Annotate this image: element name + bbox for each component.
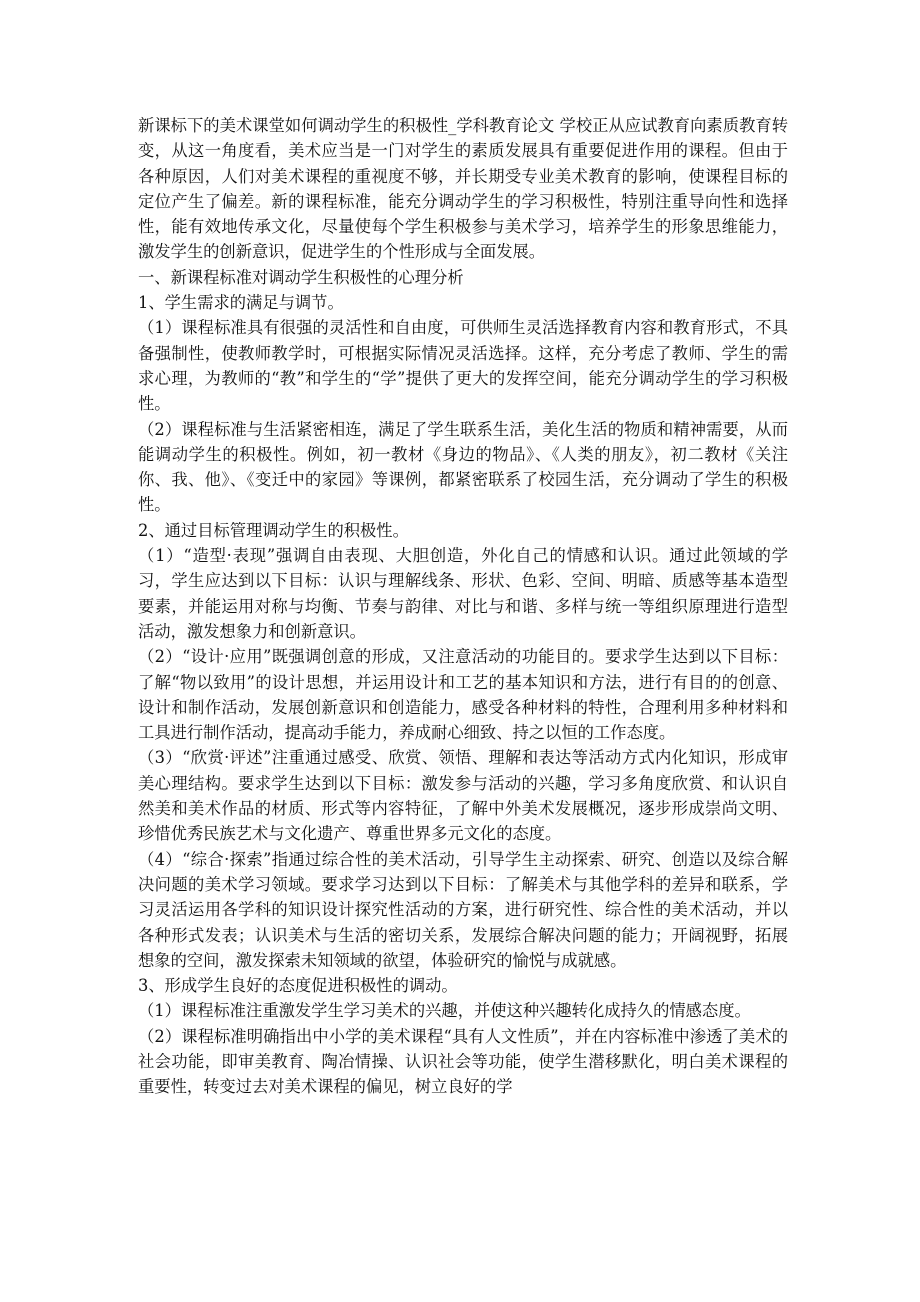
paragraph-2-3: （3）“欣赏·评述”注重通过感受、欣赏、领悟、理解和表达等活动方式内化知识，形成审美心理结构。要求学生达到以下目标：激发参与活动的兴趣，学习多角度欣赏、和认识自然美和美术作品的材质、形式等内容特征，了解中外美术发展概况，逐步形成崇尚文明、珍惜优秀民族艺术与文化遗产、尊重世界多元文化的态度。 [138,748,788,844]
document-body [138,113,788,1100]
intro-paragraph: 新课标下的美术课堂如何调动学生的积极性_学科教育论文 学校正从应试教育向素质教育转变，从这一角度看，美术应当是一门对学生的素质发展具有重要促进作用的课程。但由于各种原因，人们对美术课程的重视度不够，并长期受专业美术教育的影响，使课程目标的定位产生了偏差。新的课程标准，能充分调动学生的学习积极性，特别注重导向性和选择性，能有效地传承文化，尽量使每个学生积极参与美术学习，培养学生的形象思维能力，激发学生的创新意识，促进学生的个性形成与全面发展。 [138,116,788,262]
paragraph-2-2: （2）“设计·应用”既强调创意的形成，又注意活动的功能目的。要求学生达到以下目标：了解“物以致用”的设计思想，并运用设计和工艺的基本知识和方法，进行有目的的创意、设计和制作活动，发展创新意识和创造能力，感受各种材料的特性，合理利用多种材料和工具进行制作活动，提高动手能力，养成耐心细致、持之以恒的工作态度。 [138,647,788,743]
paragraph-1-2: （2）课程标准与生活紧密相连，满足了学生联系生活，美化生活的物质和精神需要，从而能调动学生的积极性。例如，初一教材《身边的物品》、《人类的朋友》，初二教材《关注你、我、他》、《变迁中的家园》等课例，都紧密联系了校园生活，充分调动了学生的积极性。 [138,419,788,515]
paragraph-3-2: （2）课程标准明确指出中小学的美术课程“具有人文性质”，并在内容标准中渗透了美术的社会功能，即审美教育、陶冶情操、认识社会等功能，使学生潜移默化，明白美术课程的重要性，转变过去对美术课程的偏见，树立良好的学 [138,1026,788,1097]
paragraph-1-1: （1）课程标准具有很强的灵活性和自由度，可供师生灵活选择教育内容和教育形式，不具备强制性，使教师教学时，可根据实际情况灵活选择。这样，充分考虑了教师、学生的需求心理，为教师的“教”和学生的“学”提供了更大的发挥空间，能充分调动学生的学习积极性。 [138,318,788,414]
paragraph-2-4: （4）“综合·探索”指通过综合性的美术活动，引导学生主动探索、研究、创造以及综合解决问题的美术学习领域。要求学习达到以下目标：了解美术与其他学科的差异和联系，学习灵活运用各学科的知识设计探究性活动的方案，进行研究性、综合性的美术活动，并以各种形式发表；认识美术与生活的密切关系，发展综合解决问题的能力；开阔视野，拓展想象的空间，激发探索未知领域的欲望，体验研究的愉悦与成就感。 [138,849,788,970]
subsection-heading-1: 1、学生需求的满足与调节。 [138,293,344,313]
subsection-heading-2: 2、通过目标管理调动学生的积极性。 [138,520,409,540]
subsection-heading-3: 3、形成学生良好的态度促进积极性的调动。 [138,976,458,996]
paragraph-2-1: （1）“造型·表现”强调自由表现、大胆创造，外化自己的情感和认识。通过此领域的学习，学生应达到以下目标：认识与理解线条、形状、色彩、空间、明暗、质感等基本造型要素，并能运用对称与均衡、节奏与韵律、对比与和谐、多样与统一等组织原理进行造型活动，激发想象力和创新意识。 [138,546,788,641]
section-heading-1: 一、新课程标准对调动学生积极性的心理分析 [138,267,464,287]
paragraph-3-1: （1）课程标准注重激发学生学习美术的兴趣，并使这种兴趣转化成持久的情感态度。 [138,1001,751,1021]
